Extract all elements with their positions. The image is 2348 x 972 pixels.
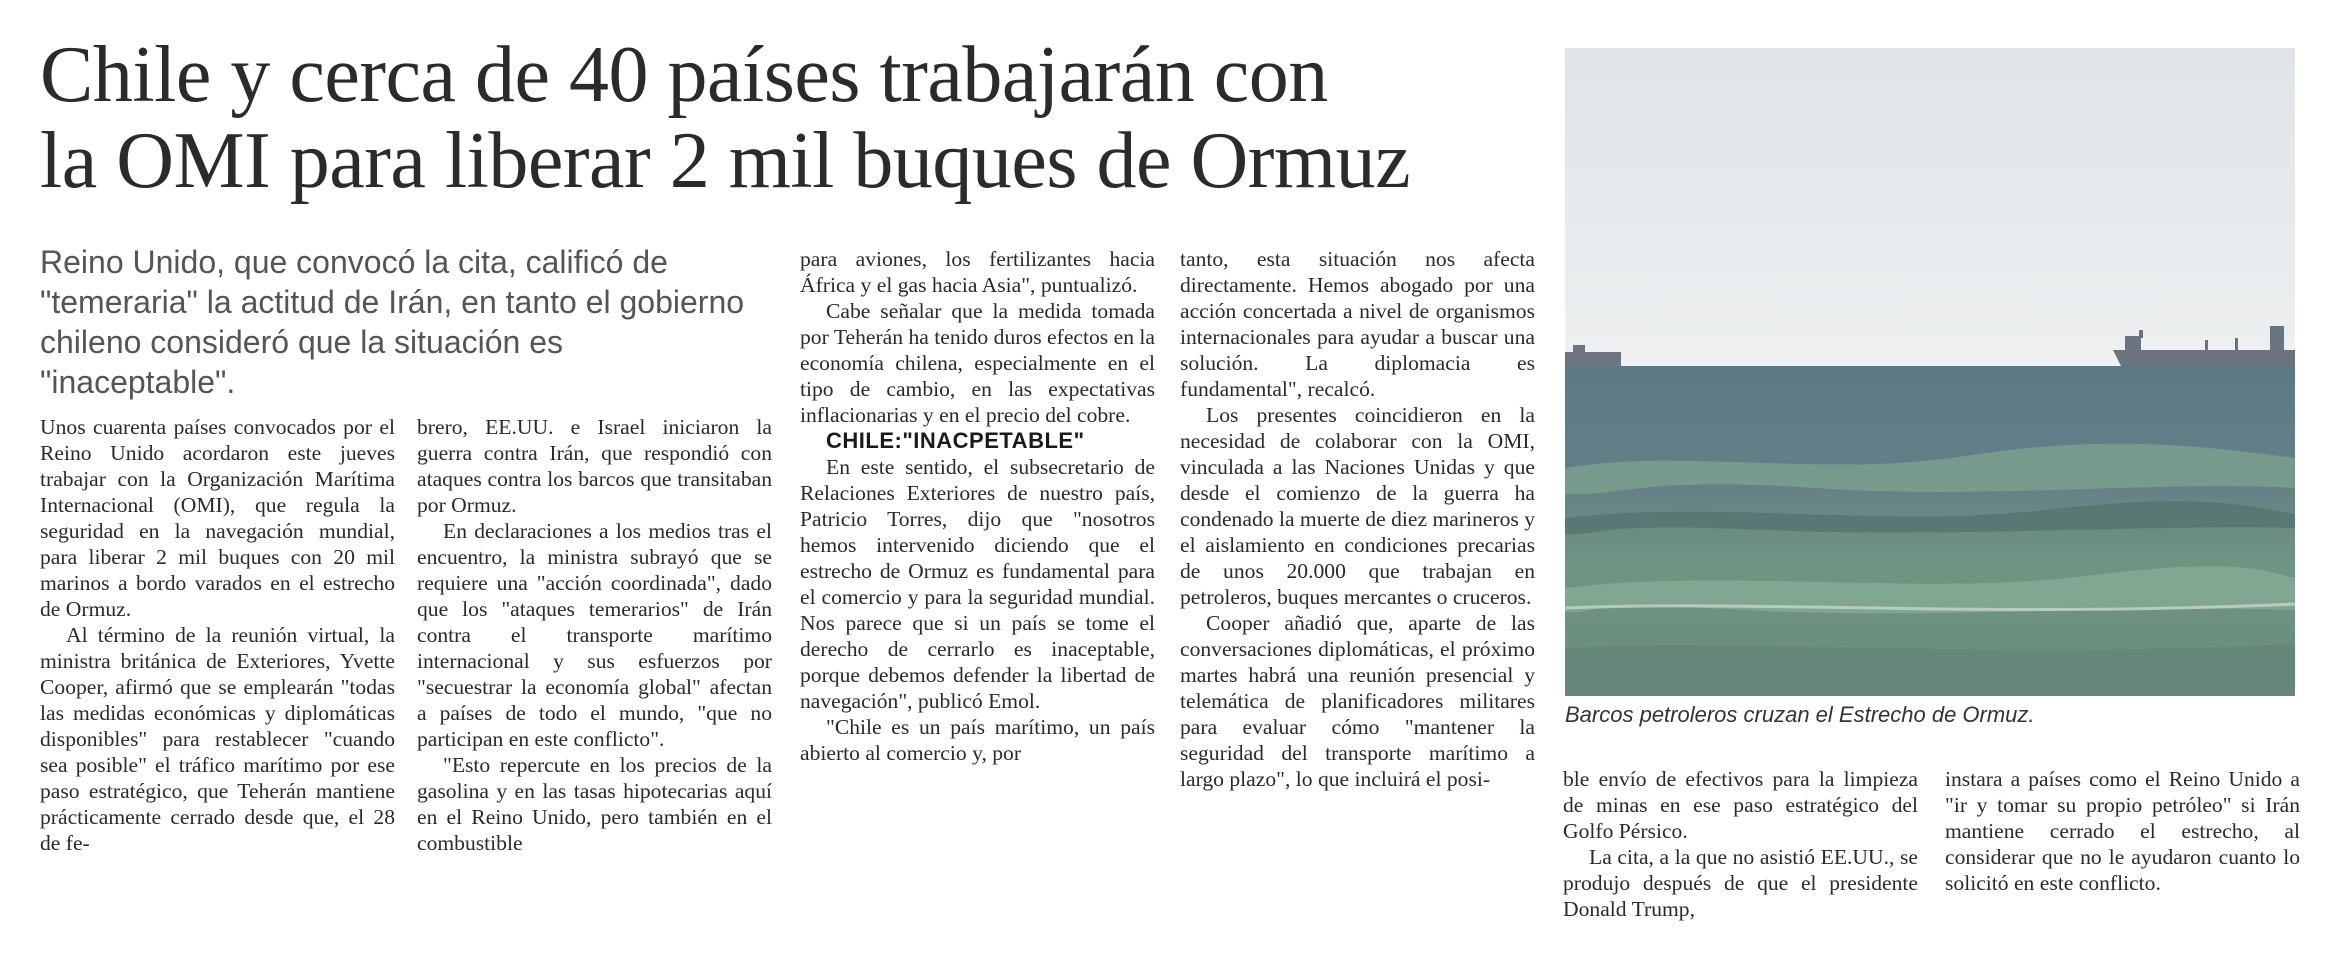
paragraph: tanto, esta situación nos afecta directamente. Hemos abogado por una acción concertada a nivel de organismos internacionales para ayudar a buscar una solución. La diplomacia es fundamental", recalcó. — [1180, 247, 1535, 401]
paragraph: Cabe señalar que la medida tomada por Teherán ha tenido duros efectos en la economía chilena, especialmente en el tipo de cambio, en las expectativas inflacionarias y en el precio del cobre. — [800, 299, 1155, 427]
paragraph: brero, EE.UU. e Israel iniciaron la guerra contra Irán, que respondió con ataques contra los barcos que transitaban por Ormuz. — [417, 415, 772, 517]
photo-caption: Barcos petroleros cruzan el Estrecho de Ormuz. — [1565, 702, 2035, 727]
paragraph: ble envío de efectivos para la limpieza de minas en ese paso estratégico del Golfo Pérsico. — [1563, 767, 1918, 843]
paragraph: Los presentes coincidieron en la necesidad de colaborar con la OMI, vinculada a las Naciones Unidas y que desde el comienzo de la guerra ha condenado la muerte de diez marineros y el aislamiento en condiciones precarias de unos 20.000 que trabajan en petroleros, buques mercantes o cruceros. — [1180, 403, 1535, 609]
paragraph: Cooper añadió que, aparte de las conversaciones diplomáticas, el próximo martes habrá una reunión presencial y telemática de planificadores militares para evaluar cómo "mantener la seguridad del transporte marítimo a largo plazo", lo que incluirá el posi- — [1180, 611, 1535, 791]
paragraph: "Chile es un país marítimo, un país abierto al comercio y, por — [800, 715, 1155, 765]
paragraph: La cita, a la que no asistió EE.UU., se produjo después de que el presidente Donald Trump, — [1563, 845, 1918, 921]
article-column-2 — [417, 414, 772, 856]
article-column-3 — [800, 246, 1155, 766]
strait-of-hormuz-photo — [1565, 48, 2295, 696]
headline-line-1: Chile y cerca de 40 países trabajarán con — [40, 31, 1328, 119]
article-column-5 — [1563, 766, 1918, 922]
lead-paragraph: Reino Unido, que convocó la cita, calificó de "temeraria" la actitud de Irán, en tanto el gobierno chileno consideró que la situación es "inaceptable". — [40, 244, 745, 400]
paragraph: para aviones, los fertilizantes hacia África y el gas hacia Asia", puntualizó. — [800, 247, 1155, 297]
article-column-4 — [1180, 246, 1535, 792]
article-column-1 — [40, 414, 395, 856]
paragraph: Al término de la reunión virtual, la ministra británica de Exteriores, Yvette Cooper, afirmó que se emplearán "todas las medidas económicas y diplomáticas disponibles" para restablecer "cuando sea posible" el tráfico marítimo por ese paso estratégico, que Teherán mantiene prácticamente cerrado desde que, el 28 de fe- — [40, 623, 395, 855]
headline-line-2: la OMI para liberar 2 mil buques de Ormuz — [40, 117, 1411, 205]
article-column-6 — [1945, 766, 2300, 896]
paragraph: instara a países como el Reino Unido a "ir y tomar su propio petróleo" si Irán mantiene cerrado el estrecho, al considerar que no le ayudaron cuanto lo solicitó en este conflicto. — [1945, 767, 2300, 895]
paragraph: "Esto repercute en los precios de la gasolina y en las tasas hipotecarias aquí en el Reino Unido, pero también en el combustible — [417, 753, 772, 855]
paragraph: En este sentido, el subsecretario de Relaciones Exteriores de nuestro país, Patricio Torres, dijo que "nosotros hemos intervenido diciendo que el estrecho de Ormuz es fundamental para el comercio y para la seguridad mundial. Nos parece que si un país se tome el derecho de cerrarlo es inaceptable, porque debemos defender la libertad de navegación", publicó Emol. — [800, 455, 1155, 713]
headline — [40, 32, 1550, 204]
paragraph: En declaraciones a los medios tras el encuentro, la ministra subrayó que se requiere una "acción coordinada", dado que los "ataques temerarios" de Irán contra el transporte marítimo internacional y sus esfuerzos por "secuestrar la economía global" afectan a países de todo el mundo, "que no participan en este conflicto". — [417, 519, 772, 751]
section-subhead: CHILE:"INACPETABLE" — [826, 428, 1085, 453]
paragraph: Unos cuarenta países convocados por el Reino Unido acordaron este jueves trabajar con la Organización Marítima Internacional (OMI), que regula la seguridad en la navegación mundial, para liberar 2 mil buques con 20 mil marinos a bordo varados en el estrecho de Ormuz. — [40, 415, 395, 621]
sky — [1565, 48, 2295, 366]
foreground-water — [1565, 644, 2295, 696]
